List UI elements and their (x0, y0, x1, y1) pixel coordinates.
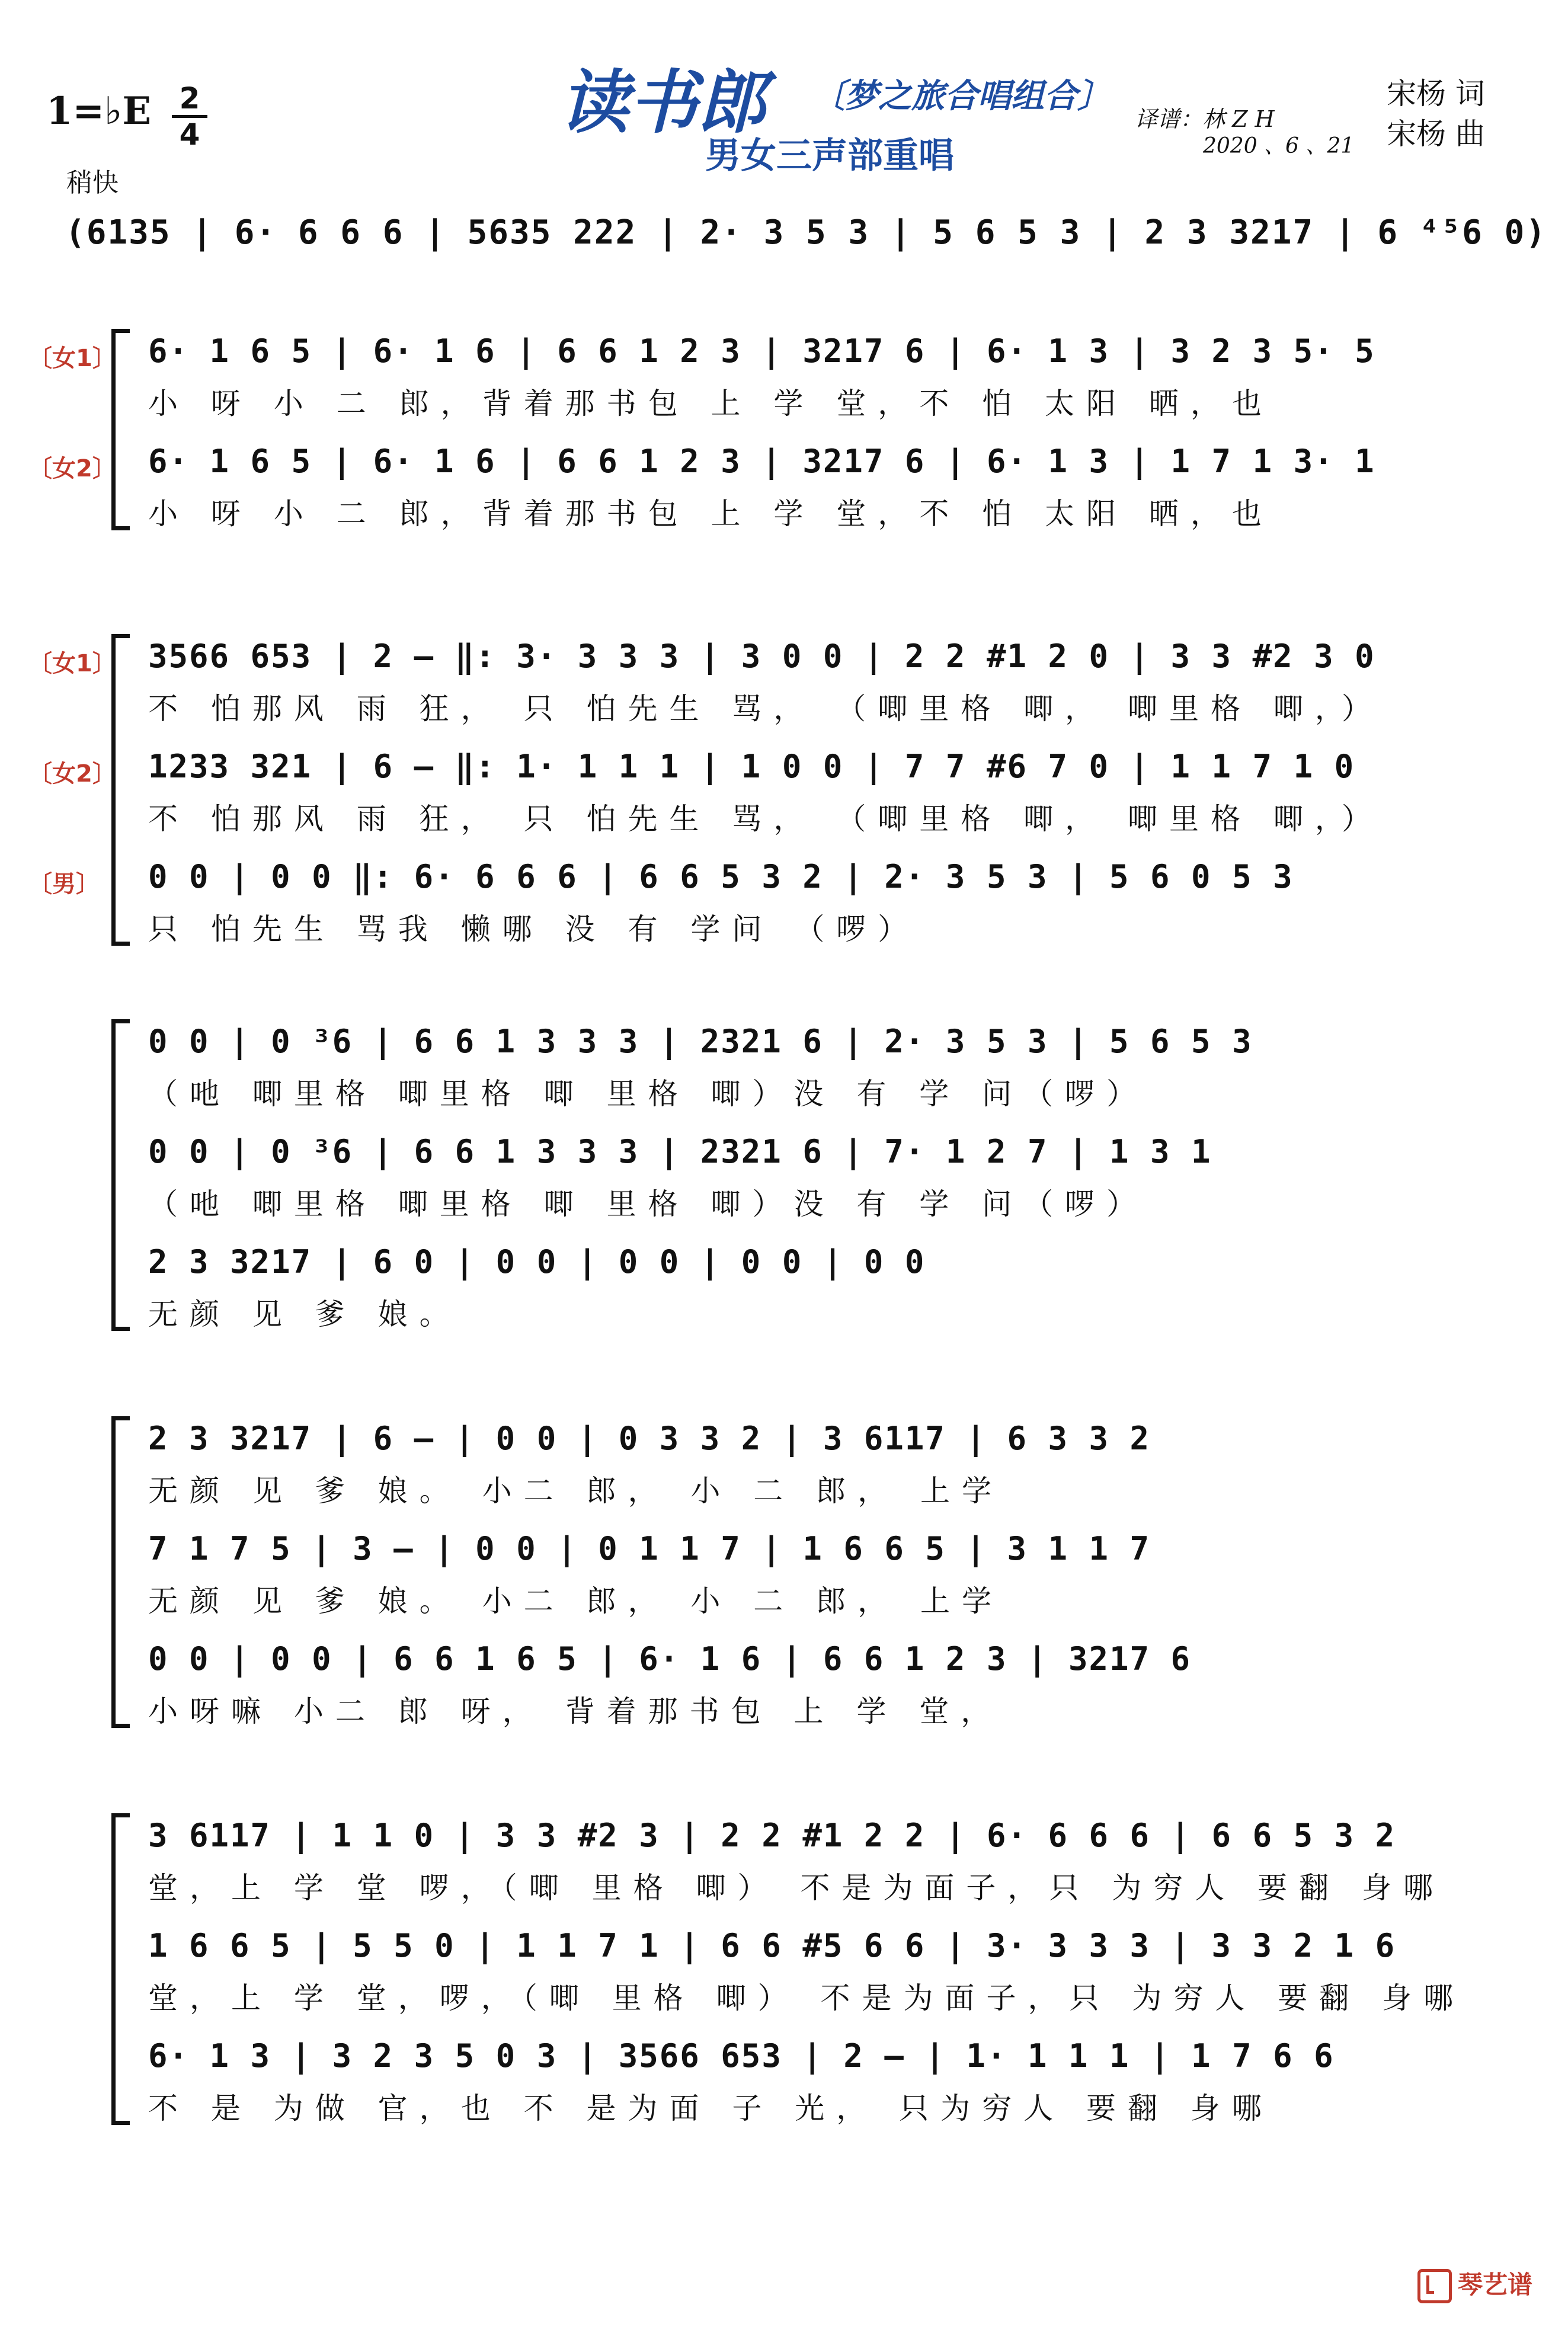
voice-notes: 3 6117 | 1 1 0 | 3 3 #2 3 | 2 2 #1 2 2 | 6· 6 6 6 | 6 6 5 3 2 (148, 1817, 1396, 1854)
voice-lyrics: 不 怕那风 雨 狂， 只 怕先生 骂， （唧里格 唧， 唧里格 唧，） (148, 692, 1383, 726)
voice-notes: 6· 1 6 5 | 6· 1 6 | 6 6 1 2 3 | 3217 6 | 6· 1 3 | 1 7 1 3· 1 (148, 443, 1375, 480)
voice-notes: 0 0 | 0 ³6 | 6 6 1 3 3 3 | 2321 6 | 7· 1 2 7 | 1 3 1 (148, 1133, 1212, 1170)
brand-logo-icon (1417, 2269, 1452, 2303)
lyricist-credit: 宋杨 词 (1387, 76, 1485, 111)
voice-lyrics: （吔 唧里格 唧里格 唧 里格 唧）没 有 学 问（啰） (148, 1077, 1148, 1111)
time-top: 2 (179, 81, 200, 116)
voice-notes: 6· 1 3 | 3 2 3 5 0 3 | 3566 653 | 2 – | 1· 1 1 1 | 1 7 6 6 (148, 2037, 1335, 2075)
system-bracket (111, 1019, 130, 1331)
tempo-marking: 稍快 (66, 168, 119, 198)
song-arrangement: 男女三声部重唱 (705, 135, 954, 177)
voice-label: 〔女2〕 (28, 760, 116, 788)
voice-lyrics: 小 呀 小 二 郎，背着那书包 上 学 堂，不 怕 太阳 晒，也 (148, 386, 1273, 421)
transcription-date: 2020 、6 、21 (1203, 134, 1355, 158)
voice-label: 〔男〕 (28, 870, 100, 898)
voice-notes: 1 6 6 5 | 5 5 0 | 1 1 7 1 | 6 6 #5 6 6 | 3· 3 3 3 | 3 3 2 1 6 (148, 1927, 1396, 1964)
voice-notes: 2 3 3217 | 6 – | 0 0 | 0 3 3 2 | 3 6117 | 6 3 3 2 (148, 1420, 1151, 1457)
brand-watermark (1417, 2265, 1532, 2304)
voice-lyrics: （吔 唧里格 唧里格 唧 里格 唧）没 有 学 问（啰） (148, 1187, 1148, 1221)
song-title: 读书郎 (560, 63, 766, 143)
voice-lyrics: 小呀嘛 小二 郎 呀， 背着那书包 上 学 堂， (148, 1694, 1003, 1729)
voice-lyrics: 只 怕先生 骂我 懒哪 没 有 学问 （啰） (148, 912, 920, 946)
song-subtitle: 〔梦之旅合唱组合〕 (812, 77, 1111, 116)
intro-notes: (6135 | 6· 6 6 6 | 5635 222 | 2· 3 5 3 | 5 6 5 3 | 2 3 3217 | 6 ⁴⁵6 0) (65, 213, 1547, 252)
voice-lyrics: 无颜 见 爹 娘。 小二 郎， 小 二 郎， 上学 (148, 1584, 1004, 1618)
voice-lyrics: 无颜 见 爹 娘。 (148, 1297, 461, 1331)
voice-lyrics: 小 呀 小 二 郎，背着那书包 上 学 堂，不 怕 太阳 晒，也 (148, 497, 1273, 531)
voice-notes: 2 3 3217 | 6 0 | 0 0 | 0 0 | 0 0 | 0 0 (148, 1243, 926, 1281)
voice-notes: 0 0 | 0 ³6 | 6 6 1 3 3 3 | 2321 6 | 2· 3 5 3 | 5 6 5 3 (148, 1023, 1253, 1060)
voice-notes: 0 0 | 0 0 ‖: 6· 6 6 6 | 6 6 5 3 2 | 2· 3 5 3 | 5 6 0 5 3 (148, 858, 1294, 895)
brand-name: 琴艺谱 (1457, 2270, 1532, 2299)
composer-credit: 宋杨 曲 (1387, 117, 1485, 151)
voice-notes: 0 0 | 0 0 | 6 6 1 6 5 | 6· 1 6 | 6 6 1 2 3 | 3217 6 (148, 1640, 1192, 1678)
voice-label: 〔女1〕 (28, 650, 116, 677)
voice-lyrics: 堂，上 学 堂，啰，（唧 里格 唧） 不是为面子，只 为穷人 要翻 身哪 (148, 1981, 1465, 2015)
voice-label: 〔女1〕 (28, 345, 116, 372)
voice-lyrics: 不 怕那风 雨 狂， 只 怕先生 骂， （唧里格 唧， 唧里格 唧，） (148, 802, 1383, 836)
voice-notes: 1233 321 | 6 – ‖: 1· 1 1 1 | 1 0 0 | 7 7 #6 7 0 | 1 1 7 1 0 (148, 748, 1355, 785)
voice-lyrics: 无颜 见 爹 娘。 小二 郎， 小 二 郎， 上学 (148, 1474, 1004, 1508)
voice-lyrics: 堂，上 学 堂 啰，（唧 里格 唧） 不是为面子，只 为穷人 要翻 身哪 (148, 1871, 1445, 1905)
system-bracket (111, 1416, 130, 1728)
system-bracket (111, 634, 130, 946)
voice-label: 〔女2〕 (28, 455, 116, 482)
transcriber: 译谱：林 Z H (1135, 106, 1275, 132)
voice-lyrics: 不 是 为做 官，也 不 是为面 子 光， 只为穷人 要翻 身哪 (148, 2091, 1273, 2126)
system-bracket (111, 1813, 130, 2125)
voice-notes: 7 1 7 5 | 3 – | 0 0 | 0 1 1 7 | 1 6 6 5 | 3 1 1 7 (148, 1530, 1151, 1567)
voice-notes: 3566 653 | 2 – ‖: 3· 3 3 3 | 3 0 0 | 2 2 #1 2 0 | 3 3 #2 3 0 (148, 638, 1375, 675)
key-signature: 1=♭E (46, 89, 152, 133)
voice-notes: 6· 1 6 5 | 6· 1 6 | 6 6 1 2 3 | 3217 6 | 6· 1 3 | 3 2 3 5· 5 (148, 332, 1375, 370)
time-bottom: 4 (179, 117, 200, 152)
time-signature (172, 83, 207, 150)
